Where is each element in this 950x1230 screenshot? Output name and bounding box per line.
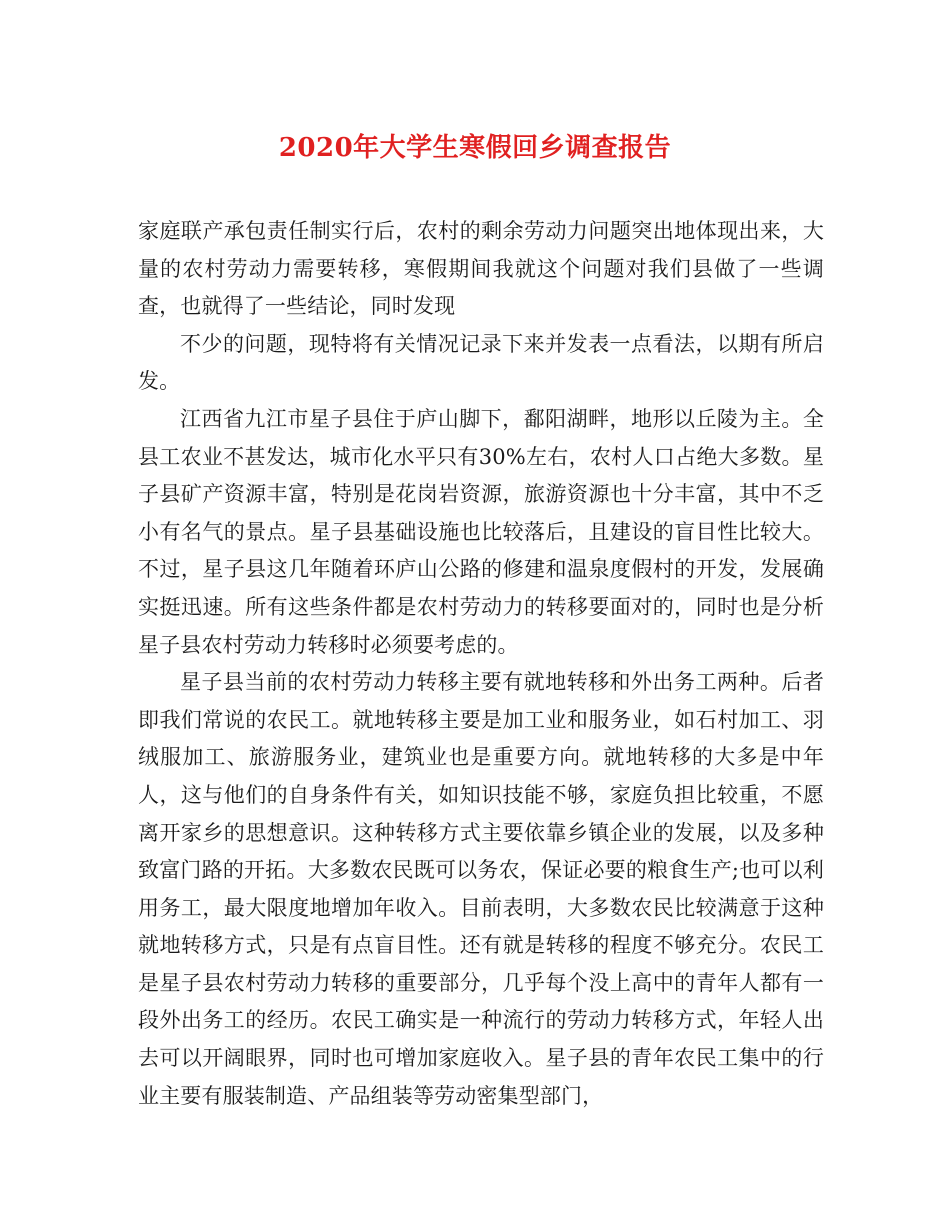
paragraph-4: 星子县当前的农村劳动力转移主要有就地转移和外出务工两种。后者即我们常说的农民工。就地转移主要是加工业和服务业，如石村加工、羽绒服加工、旅游服务业，建筑业也是重要方向。就地转移的大多是中年人，这与他们的自身条件有关，如知识技能不够，家庭负担比较重，不愿离开家乡的思想意识。这种转移方式主要依靠乡镇企业的发展，以及多种致富门路的开拓。大多数农民既可以务农，保证必要的粮食生产;也可以利用务工，最大限度地增加年收入。目前表明，大多数农民比较满意于这种就地转移方式，只是有点盲目性。还有就是转移的程度不够充分。农民工是星子县农村劳动力转移的重要部分，几乎每个没上高中的青年人都有一段外出务工的经历。农民工确实是一种流行的劳动力转移方式，年轻人出去可以开阔眼界，同时也可增加家庭收入。星子县的青年农民工集中的行业主要有服装制造、产品组装等劳动密集型部门， [138,670,824,1108]
paragraph-1: 家庭联产承包责任制实行后，农村的剩余劳动力问题突出地体现出来，大量的农村劳动力需要转移，寒假期间我就这个问题对我们县做了一些调查，也就得了一些结论，同时发现 [138,219,824,319]
paragraph-3: 江西省九江市星子县住于庐山脚下，鄱阳湖畔，地形以丘陵为主。全县工农业不甚发达，城市化水平只有30%左右，农村人口占绝大多数。星子县矿产资源丰富，特别是花岗岩资源，旅游资源也十分丰富，其中不乏小有名气的景点。星子县基础设施也比较落后，且建设的盲目性比较大。不过，星子县这几年随着环庐山公路的修建和温泉度假村的开发，发展确实挺迅速。所有这些条件都是农村劳动力的转移要面对的，同时也是分析星子县农村劳动力转移时必须要考虑的。 [138,406,824,657]
paragraph-2: 不少的问题，现特将有关情况记录下来并发表一点看法，以期有所启发。 [138,331,824,394]
document-title: 2020年大学生寒假回乡调查报告 [278,133,672,163]
document-body [138,213,824,1115]
